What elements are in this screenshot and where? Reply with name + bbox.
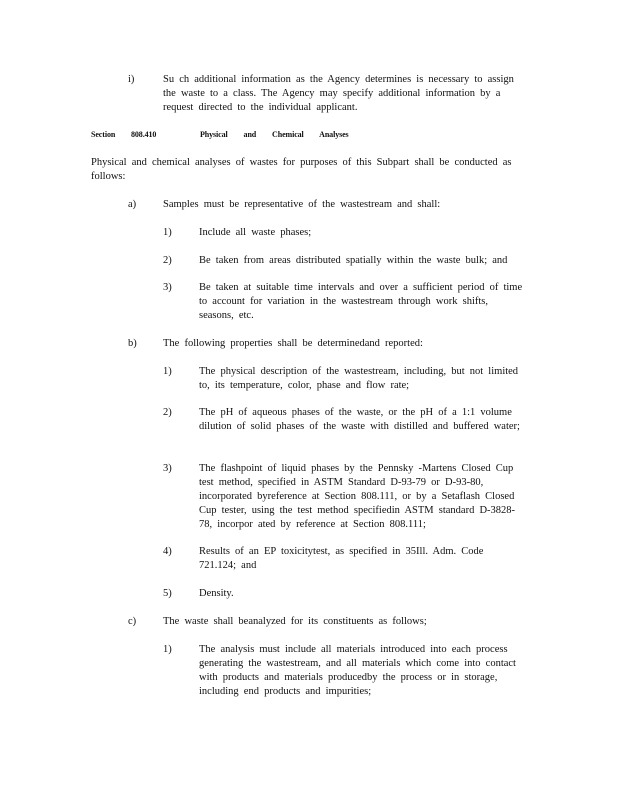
subitem-marker: 3): [163, 463, 172, 474]
subitem-text: The pH of aqueous phases of the waste, or the pH of a 1:1 volume dilution of solid phases of the waste with distilled and buffered water;: [199, 407, 520, 432]
item-marker: i): [128, 74, 135, 85]
item-marker: b): [128, 338, 137, 349]
subitem-text: Density.: [199, 588, 234, 599]
subitem-text: Be taken from areas distributed spatially within the waste bulk; and: [199, 255, 508, 266]
subitem-text: The flashpoint of liquid phases by the Pennsky -Martens Closed Cup test method, specified in ASTM Standard D-93-79 or D-93-80, incorporated byreference at Section 808.111, or by a Setaflash Closed Cup tester, using the test method specifiedin ASTM standard D-3828-78, incorpor ated by reference at Section 808.111;: [199, 463, 516, 530]
subitem-marker: 5): [163, 588, 172, 599]
section-label: Section: [91, 130, 116, 139]
subitem-marker: 1): [163, 644, 172, 655]
item-text: The following properties shall be determinedand reported:: [163, 338, 423, 349]
subitem-text: The physical description of the wastestream, including, but not limited to, its temperature, color, phase and flow rate;: [199, 366, 519, 391]
subitem-text: Include all waste phases;: [199, 227, 312, 238]
intro-paragraph: Physical and chemical analyses of wastes for purposes of this Subpart shall be conducted as follows:: [91, 157, 512, 182]
item-marker: c): [128, 616, 137, 627]
subitem-text: The analysis must include all materials introduced into each process generating the wastestream, and all materials which come into contact with products and materials producedby the process or in storage, including end products and impurities;: [199, 644, 516, 697]
section-number: 808.410: [131, 130, 157, 139]
subitem-marker: 1): [163, 366, 172, 377]
subitem-text: Results of an EP toxicitytest, as specified in 35Ill. Adm. Code 721.124; and: [199, 546, 484, 571]
item-text: Su ch additional information as the Agency determines is necessary to assign the waste to a class. The Agency may specify additional information by a request directed to the individual applicant.: [163, 74, 514, 113]
item-text: The waste shall beanalyzed for its constituents as follows;: [163, 616, 427, 627]
section-title: Physical and Chemical Analyses: [200, 130, 349, 139]
subitem-marker: 4): [163, 546, 172, 557]
item-text: Samples must be representative of the wastestream and shall:: [163, 199, 441, 210]
item-marker: a): [128, 199, 137, 210]
subitem-marker: 1): [163, 227, 172, 238]
subitem-marker: 2): [163, 407, 172, 418]
subitem-text: Be taken at suitable time intervals and over a sufficient period of time to account for variation in the wastestream through work shifts, seasons, etc.: [199, 282, 523, 321]
subitem-marker: 2): [163, 255, 172, 266]
subitem-marker: 3): [163, 282, 172, 293]
